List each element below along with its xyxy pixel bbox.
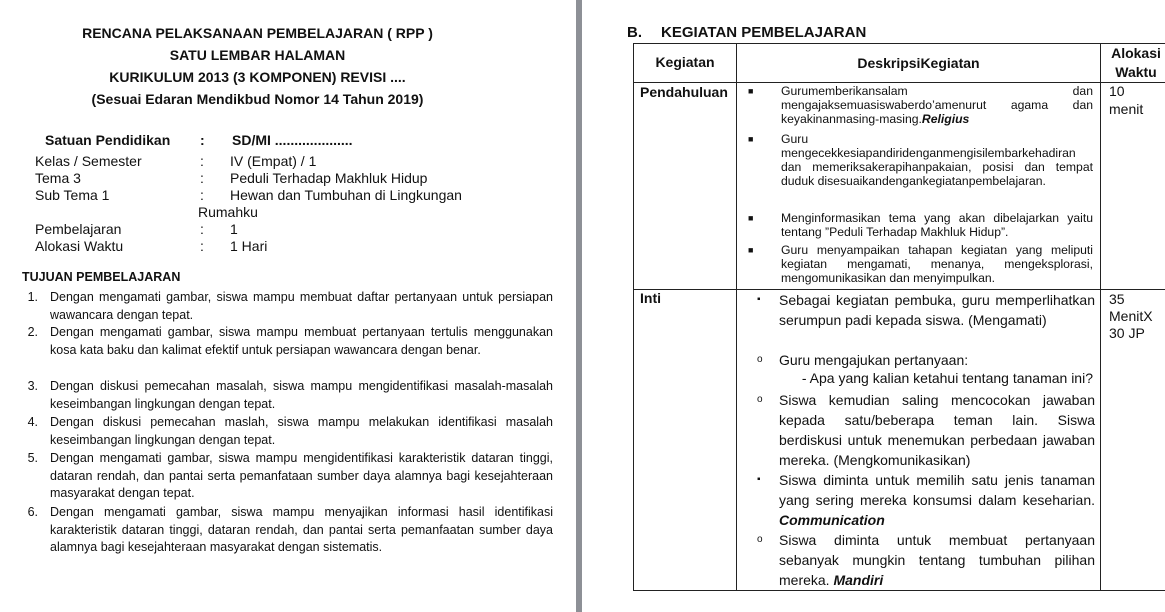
header-alokasi: Alokasi xyxy=(1111,45,1161,61)
satuan-label: Satuan Pendidikan xyxy=(45,132,171,148)
colon: : xyxy=(200,132,205,148)
activity-item xyxy=(748,243,1093,285)
activity-text: Siswa kemudian saling mencocokan jawaban kepada satu/beberapa teman lain. Siswa berdiskusi untuk menemukan perbedaan jawaban mereka. (Mengkomunikasikan) xyxy=(779,392,1095,468)
activity-item xyxy=(757,290,1095,330)
activity-item xyxy=(748,132,1093,188)
table-border xyxy=(633,590,1165,591)
curriculum-line: KURIKULUM 2013 (3 KOMPONEN) REVISI .... xyxy=(109,69,406,85)
bullet-circle-icon: o xyxy=(757,354,763,365)
table-border xyxy=(633,82,1165,83)
rpp-subtitle: SATU LEMBAR HALAMAN xyxy=(169,47,346,63)
objective-number: 1. xyxy=(27,290,38,304)
colon: : xyxy=(200,153,204,169)
header-waktu: Waktu xyxy=(1115,64,1157,80)
row-inti-time: 35 xyxy=(1109,291,1125,307)
kelas-label: Kelas / Semester xyxy=(35,153,142,169)
colon: : xyxy=(200,187,204,203)
activity-text: Gurumemberikansalam dan mengajaksemuasiswaberdo’amenurut agama dan keyakinanmasing-masing. xyxy=(781,84,1093,126)
row-pendahuluan-time-unit: menit xyxy=(1109,101,1144,117)
pembelajaran-value: 1 xyxy=(230,221,238,237)
activity-question: - Apa yang kalian ketahui tentang tanaman ini? xyxy=(801,370,1093,386)
header-kegiatan: Kegiatan xyxy=(655,54,715,70)
bullet-square-icon: ■ xyxy=(748,245,754,255)
objective-text: Dengan diskusi pemecahan masalah, siswa mampu mengidentifikasi masalah-masalah keseimbangan lingkungan dengan tepat. xyxy=(50,379,553,411)
bullet-circle-icon: o xyxy=(757,534,763,545)
objective-text: Dengan mengamati gambar, siswa mampu mengidentifikasi karakteristik dataran tinggi, dataran rendah, dan pantai serta pemanfataan sumber daya alamnya bagi kesejahteraan masyarakat dengan tepat. xyxy=(50,451,553,501)
regulation-line: (Sesuai Edaran Mendikbud Nomor 14 Tahun 2019) xyxy=(91,91,424,107)
character-value: Communication xyxy=(779,512,885,528)
activity-text: Guru menyampaikan tahapan kegiatan yang meliputi kegiatan mengamati, menanya, mengeksplorasi, mengomunikasikan dan menyimpulkan. xyxy=(781,243,1093,285)
objective-number: 3. xyxy=(27,379,38,393)
activity-item xyxy=(748,211,1093,239)
bullet-square-icon: ▪ xyxy=(757,294,761,305)
activity-text: Sebagai kegiatan pembuka, guru memperlihatkan serumpun padi kepada siswa. (Mengamati) xyxy=(779,292,1095,328)
objective-text: Dengan diskusi pemecahan maslah, siswa mampu melakukan identifikasi masalah keseimbangan lingkungan dengan tepat. xyxy=(50,415,553,447)
kelas-value: IV (Empat) / 1 xyxy=(230,153,317,169)
header-deskripsi: DeskripsiKegiatan xyxy=(857,55,980,71)
table-border xyxy=(633,43,634,591)
satuan-value: SD/MI .................... xyxy=(232,132,353,148)
table-border xyxy=(736,43,737,591)
objective-text: Dengan mengamati gambar, siswa mampu menyajikan informasi hasil identifikasi karakteristik dataran tinggi, dataran rendah, dan pantai serta pemanfaatan sumber daya alamnya bagi kesejahteraan masyarakat dengan sistematis. xyxy=(50,505,553,555)
activity-text: Guru mengajukan pertanyaan: xyxy=(779,352,969,368)
subtema-label: Sub Tema 1 xyxy=(35,187,110,203)
bullet-square-icon: ■ xyxy=(748,86,754,96)
row-pendahuluan-time: 10 xyxy=(1109,83,1125,99)
alokasi-value: 1 Hari xyxy=(230,238,268,254)
alokasi-label: Alokasi Waktu xyxy=(35,238,124,254)
activity-text: Siswa diminta untuk membuat pertanyaan sebanyak mungkin tentang tumbuhan pilihan mereka. xyxy=(779,532,1095,588)
activity-item xyxy=(757,530,1095,590)
activity-item xyxy=(757,390,1095,470)
bullet-square-icon: ■ xyxy=(748,134,754,144)
subtema-value-cont: Rumahku xyxy=(198,204,258,220)
activity-item xyxy=(757,350,1095,370)
pembelajaran-label: Pembelajaran xyxy=(35,221,122,237)
objective-number: 4. xyxy=(27,415,38,429)
tema-label: Tema 3 xyxy=(35,170,81,186)
objective-number: 5. xyxy=(27,451,38,465)
objective-text: Dengan mengamati gambar, siswa mampu membuat daftar pertanyaan untuk persiapan wawancara dengan tepat. xyxy=(50,290,553,322)
objective-text: Dengan mengamati gambar, siswa mampu membuat pertanyaan tertulis menggunakan kosa kata baku dan kalimat efektif untuk persiapan wawancara dengan benar. xyxy=(50,325,553,357)
left-page xyxy=(0,0,576,612)
colon: : xyxy=(200,221,204,237)
activity-text: Menginformasikan tema yang akan dibelajarkan yaitu tentang ”Peduli Terhadap Makhluk Hidup”. xyxy=(781,211,1093,239)
character-value: Religius xyxy=(921,112,970,126)
bullet-square-icon: ■ xyxy=(748,213,754,223)
table-border xyxy=(633,43,1165,44)
colon: : xyxy=(200,238,204,254)
bullet-square-icon: ▪ xyxy=(757,474,761,485)
activity-text: Siswa diminta untuk memilih satu jenis tanaman yang sering mereka konsumsi dalam keseharian. xyxy=(779,472,1095,508)
row-pendahuluan-label: Pendahuluan xyxy=(640,84,728,100)
colon: : xyxy=(200,170,204,186)
bullet-circle-icon: o xyxy=(757,394,763,405)
activity-item xyxy=(748,84,1093,126)
tema-value: Peduli Terhadap Makhluk Hidup xyxy=(230,170,428,186)
table-border xyxy=(1100,43,1101,591)
objective-number: 6. xyxy=(27,505,38,519)
row-inti-label: Inti xyxy=(640,290,661,306)
activity-text: Guru mengecekkesiapandiridenganmengisilembarkehadiran dan memeriksakerapihanpakaian, posisi dan tempat duduk disesuaikandengankegiatanpembelajaran. xyxy=(781,132,1093,188)
subtema-value: Hewan dan Tumbuhan di Lingkungan xyxy=(230,187,462,203)
section-letter: B. xyxy=(627,24,642,41)
activity-item xyxy=(757,470,1095,530)
row-inti-time-jp: 30 JP xyxy=(1109,325,1145,341)
character-value: Mandiri xyxy=(833,572,884,588)
rpp-title: RENCANA PELAKSANAAN PEMBELAJARAN ( RPP ) xyxy=(82,25,433,41)
objective-number: 2. xyxy=(27,325,38,339)
objectives-title: TUJUAN PEMBELAJARAN xyxy=(22,270,181,284)
row-inti-time-unit: MenitX xyxy=(1109,308,1153,324)
section-heading: KEGIATAN PEMBELAJARAN xyxy=(661,24,867,41)
right-page xyxy=(582,0,1165,612)
